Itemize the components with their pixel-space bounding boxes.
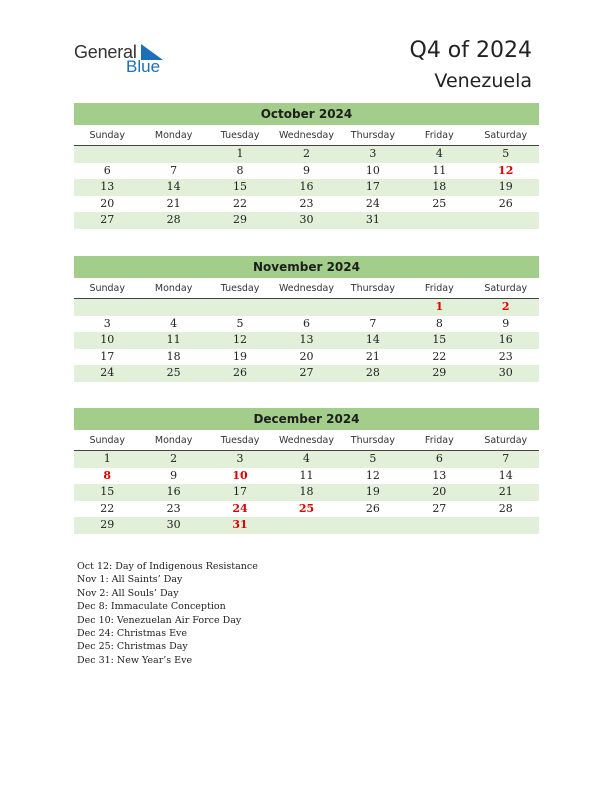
day-cell: 9 [302, 163, 310, 177]
day-cell: 22 [233, 196, 248, 210]
logo-blue-text: Blue [126, 57, 161, 76]
day-cell: 29 [233, 213, 248, 226]
day-cell: 19 [365, 485, 380, 498]
day-cell: 8 [236, 163, 244, 177]
week-row [74, 212, 539, 229]
day-cell: 12 [365, 468, 380, 482]
week-row [74, 501, 539, 518]
day-cell: 19 [498, 180, 513, 193]
day-cell [273, 299, 339, 316]
holiday-day-cell: 1 [435, 300, 444, 313]
holiday-entry: Dec 10: Venezuelan Air Force Day [77, 614, 242, 626]
day-cell: 27 [299, 366, 314, 379]
day-cell: 2 [170, 452, 178, 465]
day-cell: 7 [369, 316, 377, 330]
weekday-label: Friday [424, 435, 454, 446]
day-cell: 16 [498, 333, 513, 346]
day-cell: 18 [166, 349, 181, 363]
day-cell: 5 [236, 316, 244, 330]
weekday-label: Thursday [350, 130, 395, 141]
month-title: October 2024 [74, 103, 539, 125]
day-cell: 11 [299, 468, 314, 482]
day-cell: 9 [170, 468, 178, 482]
day-cell: 2 [302, 147, 310, 160]
holiday-entry: Dec 24: Christmas Eve [77, 628, 188, 640]
weekday-label: Monday [154, 283, 193, 294]
weekday-label: Saturday [484, 130, 528, 141]
day-cell: 21 [166, 196, 181, 210]
week-row [74, 517, 539, 534]
day-cell: 28 [166, 213, 181, 226]
day-cell: 13 [432, 468, 447, 482]
day-cell: 16 [299, 180, 314, 193]
weekday-label: Tuesday [220, 283, 260, 294]
day-cell: 16 [166, 485, 181, 498]
weekday-label: Thursday [350, 435, 395, 446]
day-cell: 9 [502, 316, 510, 330]
day-cell: 17 [100, 349, 115, 363]
holiday-day-cell: 31 [232, 518, 248, 531]
month-december [74, 408, 539, 534]
day-cell [74, 299, 140, 316]
day-cell [273, 517, 339, 534]
holiday-entry: Oct 12: Day of Indigenous Resistance [77, 561, 258, 572]
holiday-day-cell: 10 [232, 468, 248, 482]
day-cell: 15 [100, 485, 115, 498]
day-cell: 28 [498, 501, 513, 515]
day-cell: 13 [100, 180, 115, 193]
holiday-day-cell: 12 [498, 163, 514, 177]
week-row [74, 299, 539, 316]
day-cell: 26 [365, 501, 380, 515]
week-row [74, 316, 539, 333]
weekday-label: Friday [424, 283, 454, 294]
day-cell [340, 517, 406, 534]
day-cell: 20 [100, 196, 115, 210]
weekday-label: Thursday [350, 283, 395, 294]
day-cell: 11 [432, 163, 447, 177]
week-row [74, 196, 539, 213]
holiday-entry: Dec 25: Christmas Day [77, 641, 188, 653]
day-cell: 4 [435, 147, 443, 160]
day-cell: 30 [166, 518, 181, 531]
holiday-entry: Nov 2: All Souls’ Day [77, 587, 179, 599]
weekday-header-row [74, 280, 539, 299]
day-cell: 25 [432, 196, 447, 210]
weekday-header-row [74, 127, 539, 146]
day-cell: 30 [299, 213, 314, 226]
day-cell: 15 [233, 180, 248, 193]
week-row [74, 146, 539, 163]
weekday-label: Monday [154, 130, 193, 141]
day-cell: 24 [365, 196, 380, 210]
day-cell: 18 [299, 485, 314, 498]
weekday-label: Sunday [89, 283, 125, 294]
day-cell: 29 [432, 366, 447, 379]
weekday-label: Wednesday [278, 130, 334, 141]
day-cell: 6 [435, 452, 443, 465]
day-cell: 10 [100, 333, 115, 346]
holiday-day-cell: 2 [501, 300, 510, 313]
day-cell: 3 [369, 147, 377, 160]
day-cell: 29 [100, 518, 115, 531]
week-row [74, 179, 539, 196]
day-cell: 27 [100, 213, 115, 226]
day-cell: 14 [498, 468, 513, 482]
week-row [74, 163, 539, 180]
holiday-list [77, 560, 258, 667]
day-cell: 26 [498, 196, 513, 210]
day-cell [473, 212, 539, 229]
holiday-day-cell: 25 [298, 501, 315, 515]
day-cell: 4 [170, 316, 178, 330]
day-cell [140, 146, 206, 163]
day-cell: 3 [103, 316, 111, 330]
day-cell: 30 [498, 366, 513, 379]
day-cell: 23 [166, 501, 181, 515]
day-cell [473, 517, 539, 534]
day-cell: 24 [100, 366, 115, 379]
weekday-label: Monday [154, 435, 193, 446]
day-cell: 26 [233, 366, 248, 379]
weekday-label: Tuesday [220, 130, 260, 141]
day-cell: 4 [302, 452, 310, 465]
day-cell: 11 [166, 333, 181, 346]
day-cell: 7 [502, 452, 510, 465]
week-row [74, 365, 539, 382]
month-title: December 2024 [74, 408, 539, 430]
weekday-label: Saturday [484, 435, 528, 446]
logo-general-text: General [74, 42, 137, 62]
weekday-label: Friday [424, 130, 454, 141]
day-cell [340, 299, 406, 316]
day-cell: 21 [365, 349, 380, 363]
holiday-day-cell: 24 [232, 501, 248, 515]
weekday-header-row [74, 432, 539, 451]
day-cell: 1 [103, 452, 111, 465]
day-cell [74, 146, 140, 163]
day-cell: 21 [498, 485, 513, 498]
day-cell: 22 [432, 349, 447, 363]
day-cell: 17 [233, 485, 248, 498]
day-cell [406, 212, 472, 229]
day-cell: 10 [365, 163, 380, 177]
week-row [74, 451, 539, 468]
day-cell: 20 [432, 485, 447, 498]
day-cell: 15 [432, 333, 447, 346]
quarter-title: Q4 of 2024 [409, 38, 532, 63]
holiday-entry: Nov 1: All Saints’ Day [77, 574, 183, 586]
holiday-day-cell: 8 [103, 468, 112, 482]
weekday-label: Sunday [89, 435, 125, 446]
day-cell [207, 299, 273, 316]
day-cell: 6 [103, 163, 111, 177]
holiday-entry: Dec 31: New Year’s Eve [77, 654, 193, 666]
day-cell: 14 [166, 180, 181, 193]
day-cell: 14 [365, 333, 380, 346]
day-cell [140, 299, 206, 316]
day-cell [406, 517, 472, 534]
day-cell: 7 [170, 163, 178, 177]
day-cell: 28 [365, 366, 380, 379]
country-title: Venezuela [434, 70, 532, 92]
holiday-entry: Dec 8: Immaculate Conception [77, 601, 226, 613]
weekday-label: Wednesday [278, 283, 334, 294]
day-cell: 8 [435, 316, 443, 330]
day-cell: 23 [498, 349, 513, 363]
day-cell: 23 [299, 196, 314, 210]
week-row [74, 484, 539, 501]
day-cell: 20 [299, 349, 314, 363]
day-cell: 5 [369, 452, 377, 465]
weekday-label: Saturday [484, 283, 528, 294]
day-cell: 6 [302, 316, 310, 330]
week-row [74, 468, 539, 485]
day-cell: 18 [432, 180, 447, 193]
month-october [74, 103, 539, 229]
week-row [74, 332, 539, 349]
day-cell: 13 [299, 333, 314, 346]
day-cell: 31 [365, 213, 380, 226]
day-cell: 17 [365, 180, 380, 193]
day-cell: 3 [236, 452, 244, 465]
weekday-label: Tuesday [220, 435, 260, 446]
week-row [74, 349, 539, 366]
day-cell: 12 [233, 333, 248, 346]
month-title: November 2024 [74, 256, 539, 278]
general-blue-logo [74, 42, 174, 78]
day-cell: 1 [236, 147, 244, 160]
day-cell: 19 [233, 349, 248, 363]
day-cell: 22 [100, 501, 115, 515]
weekday-label: Wednesday [278, 435, 334, 446]
day-cell: 25 [166, 366, 181, 379]
day-cell: 5 [502, 147, 510, 160]
month-november [74, 256, 539, 382]
day-cell: 27 [432, 501, 447, 515]
weekday-label: Sunday [89, 130, 125, 141]
